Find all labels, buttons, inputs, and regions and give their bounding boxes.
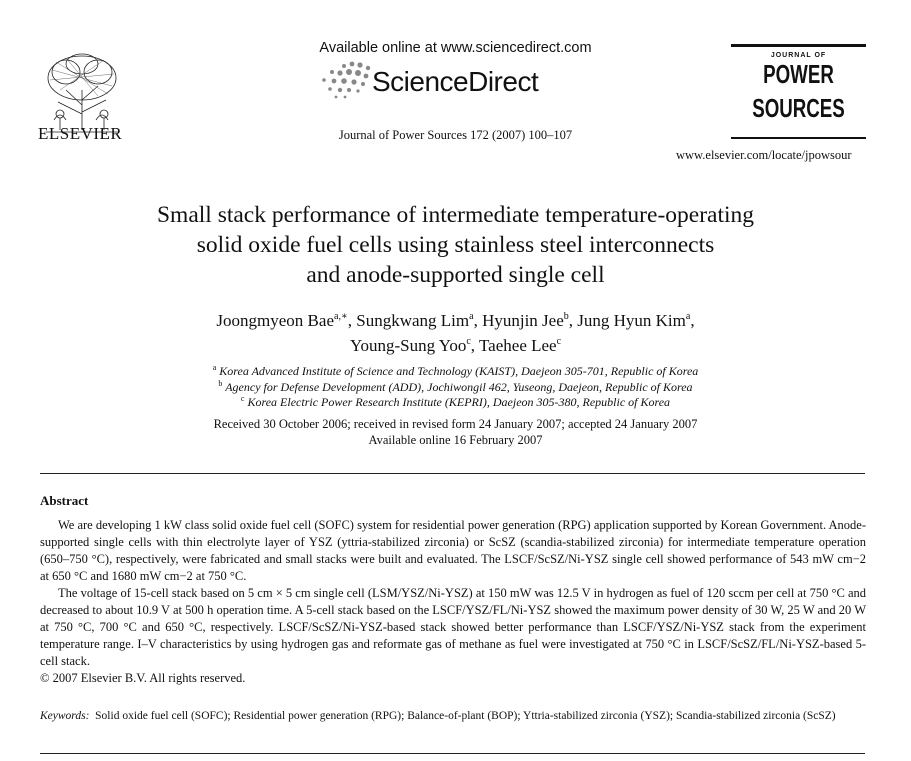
abstract-heading: Abstract: [40, 493, 89, 508]
available-online-date: Available online 16 February 2007: [368, 432, 543, 447]
author-name[interactable]: Joongmyeon Bae: [216, 311, 334, 330]
journal-logo-sources: SOURCES: [752, 93, 845, 123]
author-name: Taehee Lee: [478, 336, 557, 355]
keywords: [40, 709, 866, 724]
journal-logo-power: POWER: [763, 59, 834, 89]
affiliation-text: Korea Electric Power Research Institute (KEPRI), Daejeon 305-380, Republic of Korea: [247, 395, 671, 409]
author-list: Joongmyeon Bae$^{a,∗}$, Sungkwang Lim$^a$, Hyunjin Jee$^b$, Jung Hyun Kim$^a$, Young-Sung Yoo$^c$, Taehee Lee$^c$: [216, 311, 695, 355]
keywords-label: Keywords:: [40, 710, 90, 722]
article-dates: [0, 417, 911, 448]
author-name: Hyunjin Jee: [482, 311, 564, 330]
keywords-list: Solid oxide fuel cell (SOFC); Residential power generation (RPG); Balance-of-plant (BOP); Yttria-stabilized zirconia (YSZ); Scandia-stabilized zirconia (ScSZ): [95, 710, 836, 722]
affiliations: [0, 364, 911, 411]
article-title: [0, 200, 911, 290]
journal-reference: Journal of Power Sources 172 (2007) 100–107: [338, 128, 573, 142]
available-online-text: Available online at www.sciencedirect.com: [319, 40, 592, 56]
abstract-paragraph: We are developing 1 kW class solid oxide fuel cell (SOFC) system for residential power generation (RPG) application supported by Korean Government. Anode-supported single cells with thin electrolyte layer of YSZ (yttria-stabilized zirconia) or ScSZ (scandia-stabilized zirconia) for intermediate temperature operation (650–750 °C), respectively, were fabricated and small stacks were built and evaluated. The LSCF/ScSZ/Ni-YSZ single cell showed performance of 543 mW cm−2 at 650 °C and 1680 mW cm−2 at 750 °C.: [40, 518, 866, 583]
received-dates: Received 30 October 2006; received in revised form 24 January 2007; accepted 24 January 2007: [213, 417, 698, 431]
journal-logo-small-text: JOURNAL OF: [770, 52, 827, 59]
title-line: and anode-supported single cell: [306, 262, 605, 288]
author-affil-mark[interactable]: b: [563, 311, 569, 322]
sciencedirect-dots-icon: [318, 60, 378, 100]
copyright-notice: © 2007 Elsevier B.V. All rights reserved.: [40, 671, 246, 685]
affiliation-mark: c: [240, 394, 245, 403]
author-affil-mark[interactable]: a: [469, 311, 474, 322]
affiliation-mark: b: [218, 378, 223, 388]
author-name: Sungkwang Lim: [356, 311, 470, 330]
abstract-body: [40, 517, 866, 687]
author-name: Jung Hyun Kim: [577, 311, 686, 330]
affiliation-mark: a: [212, 363, 217, 372]
author-affil-mark[interactable]: a: [685, 311, 691, 322]
affiliation-text: Agency for Defense Development (ADD), Jochiwongil 462, Yuseong, Daejeon, Republic of Korea: [225, 379, 693, 394]
author-name: Young-Sung Yoo: [349, 336, 467, 355]
journal-url[interactable]: www.elsevier.com/locate/jpowsour: [676, 148, 852, 162]
author-affil-mark[interactable]: c: [556, 336, 562, 347]
author-affil-mark[interactable]: c: [466, 336, 471, 347]
sciencedirect-wordmark: ScienceDirect: [372, 66, 539, 97]
journal-logo-rule-top: [731, 44, 866, 47]
abstract-paragraph: The voltage of 15-cell stack based on 5 cm × 5 cm single cell (LSM/YSZ/Ni-YSZ) at 150 mW was 12.5 V in hydrogen as fuel of 120 sccm per cell at 750 °C and decreased to about 10.9 V at 500 h operation time. A 5-cell stack based on the LSCF/YSZ/FL/Ni-YSZ showed the maximum power density of 30 W, 25 W and 20 W at 750 °C, 700 °C and 650 °C, respectively. LSCF/ScSZ/Ni-YSZ-based stack showed better performance than LSCF/YSZ/Ni-YSZ stack from the experiment temperature range. I–V characteristics by using hydrogen gas and reformate gas of methane as fuel were investigated at 750 °C in LSCF/ScSZ/FL/Ni-YSZ-based 5-cell stack.: [40, 586, 866, 668]
title-line: Small stack performance of intermediate temperature-operating: [156, 202, 755, 228]
divider-top: [40, 473, 865, 474]
journal-logo-rule-bottom: [731, 137, 866, 139]
title-line: solid oxide fuel cells using stainless steel interconnects: [196, 232, 715, 258]
publisher-name: ELSEVIER: [38, 124, 123, 143]
author-affil-mark[interactable]: a,∗: [334, 311, 348, 322]
affiliation-text: Korea Advanced Institute of Science and Technology (KAIST), Daejeon 305-701, Republic of Korea: [219, 364, 699, 378]
divider-bottom: [40, 753, 865, 754]
